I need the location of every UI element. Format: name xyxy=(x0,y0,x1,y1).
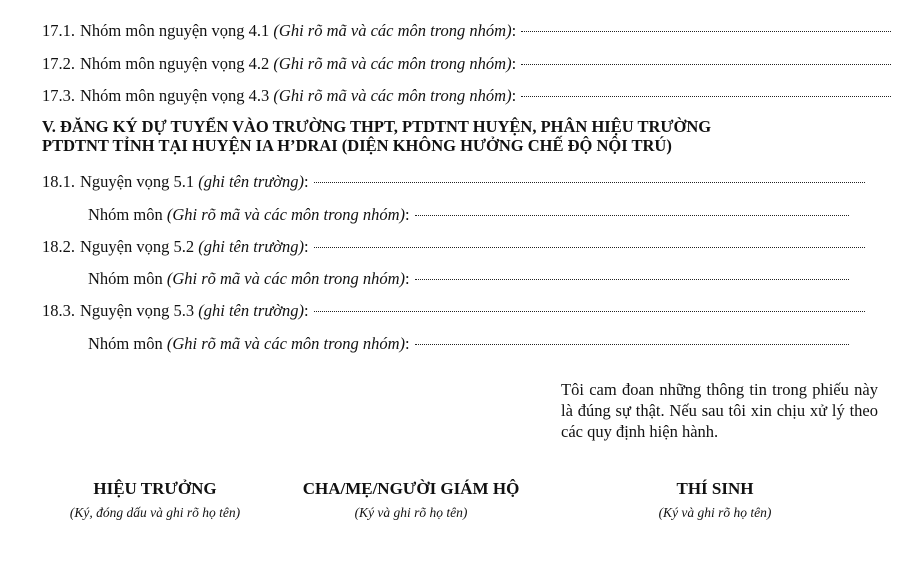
signature-title: THÍ SINH xyxy=(676,479,754,498)
item-colon: : xyxy=(511,86,517,105)
field-nv-4-1[interactable] xyxy=(42,20,891,42)
item-colon: : xyxy=(304,301,309,320)
field-nhom-mon-5-3[interactable] xyxy=(88,333,849,355)
heading-line-1: V. ĐĂNG KÝ DỰ TUYỂN VÀO TRƯỜNG THPT, PTDTNT HUYỆN, PHÂN HIỆU TRƯỜNG xyxy=(42,117,712,136)
item-label: Nhóm môn nguyện vọng 4.1 xyxy=(80,21,270,40)
item-hint: (Ghi rõ mã và các môn trong nhóm) xyxy=(273,21,512,40)
field-nv-4-3[interactable] xyxy=(42,85,891,107)
item-number: 17.3. xyxy=(42,86,75,105)
field-nhom-mon-5-1[interactable] xyxy=(88,204,849,226)
fill-in-line[interactable] xyxy=(415,279,849,280)
item-colon: : xyxy=(304,172,309,191)
item-hint: (ghi tên trường) xyxy=(198,172,305,191)
field-nv-4-2[interactable] xyxy=(42,53,891,75)
fill-in-line[interactable] xyxy=(314,311,865,312)
heading-line-2: PTDTNT TỈNH TẠI HUYỆN IA H’DRAI (DIỆN KHÔNG HƯỞNG CHẾ ĐỘ NỘI TRÚ) xyxy=(42,136,672,155)
group-label: Nhóm môn xyxy=(88,334,163,353)
signature-block-candidate xyxy=(610,478,820,522)
fill-in-line[interactable] xyxy=(314,247,865,248)
item-colon: : xyxy=(511,54,517,73)
group-hint: (Ghi rõ mã và các môn trong nhóm) xyxy=(166,205,405,224)
commitment-statement: Tôi cam đoan những thông tin trong phiếu này là đúng sự thật. Nếu sau tôi xin chịu xử lý theo các quy định hiện hành. xyxy=(561,380,878,441)
fill-in-line[interactable] xyxy=(521,31,891,32)
item-number: 17.2. xyxy=(42,54,75,73)
item-hint: (Ghi rõ mã và các môn trong nhóm) xyxy=(273,54,512,73)
section-v-heading xyxy=(42,117,862,155)
item-number: 18.3. xyxy=(42,301,75,320)
field-nhom-mon-5-2[interactable] xyxy=(88,268,849,290)
item-hint: (Ghi rõ mã và các môn trong nhóm) xyxy=(273,86,512,105)
item-hint: (ghi tên trường) xyxy=(198,301,305,320)
signature-note: (Ký và ghi rõ họ tên) xyxy=(658,505,772,520)
field-nv-5-3[interactable] xyxy=(42,300,865,322)
item-label: Nhóm môn nguyện vọng 4.3 xyxy=(80,86,270,105)
item-colon: : xyxy=(405,269,410,288)
item-colon: : xyxy=(405,334,410,353)
field-nv-5-1[interactable] xyxy=(42,171,865,193)
fill-in-line[interactable] xyxy=(521,64,891,65)
signature-title: HIỆU TRƯỞNG xyxy=(93,479,217,498)
group-label: Nhóm môn xyxy=(88,269,163,288)
item-label: Nguyện vọng 5.2 xyxy=(80,237,195,256)
item-colon: : xyxy=(304,237,309,256)
signature-title: CHA/MẸ/NGƯỜI GIÁM HỘ xyxy=(302,479,520,498)
item-hint: (ghi tên trường) xyxy=(198,237,305,256)
signature-block-principal xyxy=(40,478,270,522)
item-colon: : xyxy=(511,21,517,40)
item-number: 18.1. xyxy=(42,172,75,191)
item-label: Nguyện vọng 5.1 xyxy=(80,172,195,191)
item-label: Nguyện vọng 5.3 xyxy=(80,301,195,320)
group-hint: (Ghi rõ mã và các môn trong nhóm) xyxy=(166,334,405,353)
fill-in-line[interactable] xyxy=(314,182,865,183)
signature-block-guardian xyxy=(276,478,546,522)
fill-in-line[interactable] xyxy=(415,344,849,345)
group-label: Nhóm môn xyxy=(88,205,163,224)
item-number: 18.2. xyxy=(42,237,75,256)
fill-in-line[interactable] xyxy=(521,96,891,97)
item-number: 17.1. xyxy=(42,21,75,40)
signature-note: (Ký và ghi rõ họ tên) xyxy=(354,505,468,520)
item-colon: : xyxy=(405,205,410,224)
signature-note: (Ký, đóng dấu và ghi rõ họ tên) xyxy=(69,505,241,520)
group-hint: (Ghi rõ mã và các môn trong nhóm) xyxy=(166,269,405,288)
item-label: Nhóm môn nguyện vọng 4.2 xyxy=(80,54,270,73)
field-nv-5-2[interactable] xyxy=(42,236,865,258)
fill-in-line[interactable] xyxy=(415,215,849,216)
